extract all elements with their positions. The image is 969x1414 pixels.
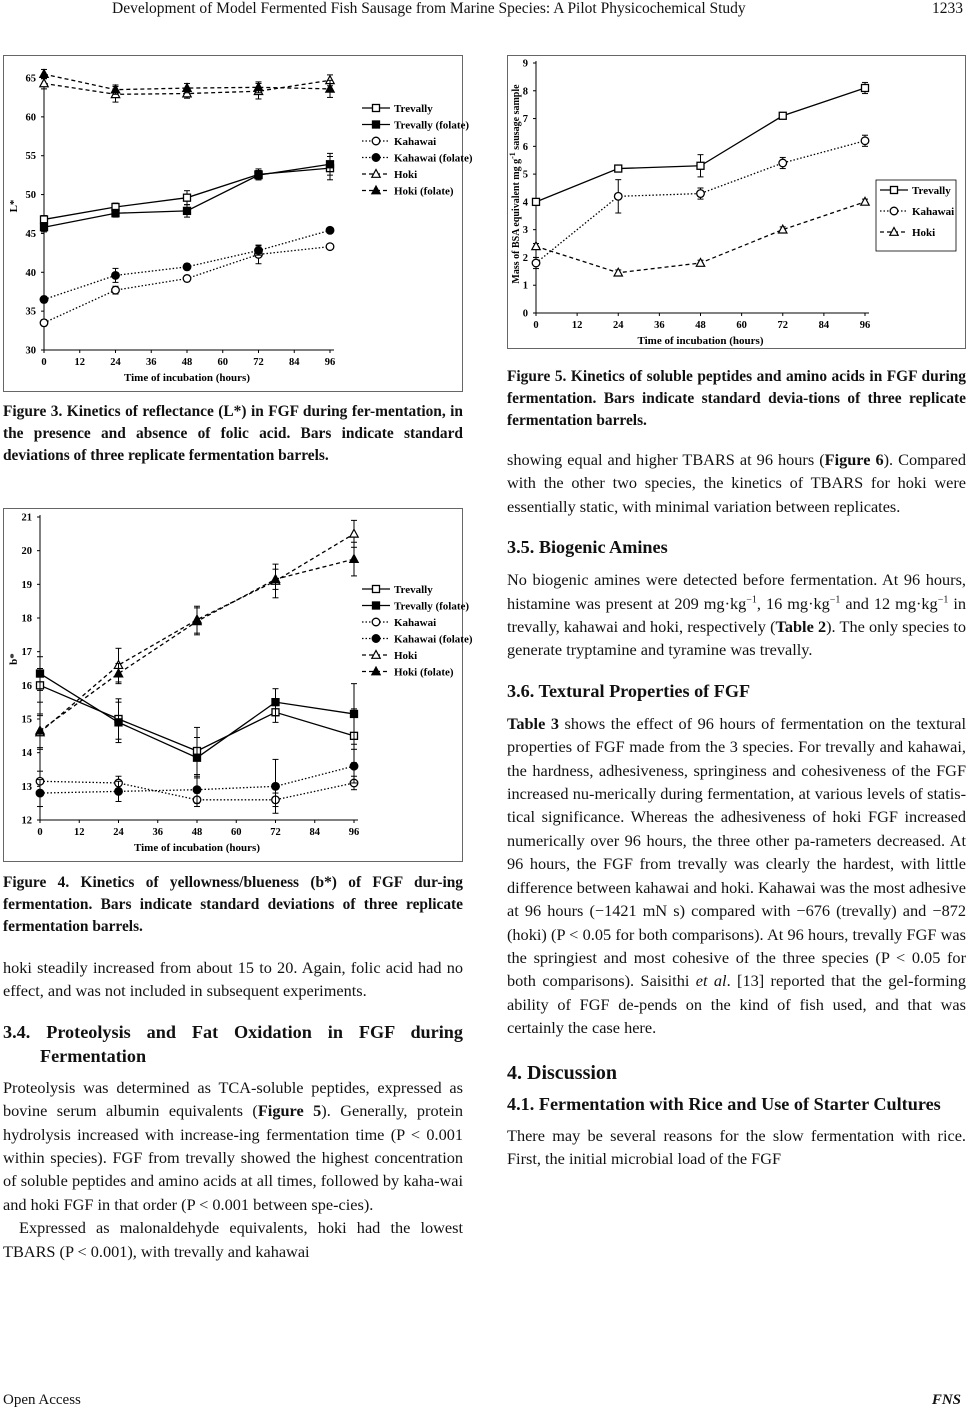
x-tick-label: 96	[348, 827, 360, 838]
data-point	[40, 70, 48, 78]
y-tick-label: 40	[25, 267, 36, 279]
x-tick-label: 96	[324, 357, 336, 368]
data-point	[40, 319, 48, 327]
y-tick-label: 18	[21, 613, 32, 625]
data-point	[779, 159, 787, 167]
x-tick-label: 72	[270, 827, 281, 838]
series-line	[44, 247, 330, 323]
figure-4-caption: Figure 4. Kinetics of yellowness/blueness (b*) of FGF dur-ing fermentation. Bars indicate standard deviations of three replicate fermentation barrels.	[3, 874, 463, 935]
legend-marker	[373, 586, 380, 593]
y-tick-label: 19	[21, 579, 32, 591]
legend-label: Trevally	[394, 584, 433, 596]
section-heading-3-5: 3.5. Biogenic Amines	[507, 537, 668, 558]
paragraph: There may be several reasons for the slow fermentation with rice. First, the initial microbial load of the FGF	[507, 1125, 966, 1168]
figure-5	[507, 55, 966, 349]
data-point	[184, 207, 191, 214]
legend-marker	[372, 618, 380, 626]
data-point	[779, 112, 786, 119]
y-tick-label: 9	[522, 58, 528, 70]
y-tick-label: 30	[25, 345, 36, 357]
data-point	[40, 296, 48, 304]
data-point	[183, 275, 191, 283]
figure-3-caption: Figure 3. Kinetics of reflectance (L*) in FGF during fer-mentation, in the presence and absence of folic acid. Bars indicate standard deviations of three replicate fermentation barrels.	[3, 403, 463, 464]
legend	[362, 103, 473, 198]
running-title: Development of Model Fermented Fish Sausage from Marine Species: A Pilot Physicochemical Study	[112, 0, 746, 17]
y-tick-label: 6	[522, 141, 528, 153]
legend-label: Hoki (folate)	[394, 185, 454, 198]
x-tick-label: 72	[253, 357, 264, 368]
x-tick-label: 24	[110, 357, 121, 368]
page-number: 1233	[932, 0, 963, 17]
data-point	[350, 762, 358, 770]
y-axis-label-part: Mass of BSA equivalent mg g	[511, 158, 522, 284]
data-point	[532, 259, 540, 267]
y-tick-label: 17	[21, 647, 32, 659]
y-tick-label: 60	[25, 112, 36, 124]
legend-marker	[372, 137, 380, 145]
x-tick-label: 84	[309, 827, 320, 838]
data-point	[615, 165, 622, 172]
data-point	[37, 670, 44, 677]
data-point	[255, 247, 263, 255]
x-tick-label: 84	[289, 357, 300, 368]
legend	[362, 584, 473, 679]
paragraph: Table 3 shows the effect of 96 hours of fermentation on the textural properties of FGF made from the 3 species. For trevally and kahawai, the hardness, adhesiveness, springiness and cohesiveness of the FGF increased nu-merically during fermentation, at various levels of statis-tical significance. Whereas the adhesiveness of hoki FGF increased numerically over 96 hours, the three other pa-rameters decreased. At 96 hours, the FGF from trevally was clearly the hardest, with little difference between kahawai and hoki. Kahawai was the most adhesive at 96 hours (−1421 mN s) compared with −676 (trevally) and −872 (hoki) (P < 0.05 for both comparisons). At 96 hours, trevally FGF was the springiest and most cohesive of the three species (P < 0.05 for both comparisons). Saisithi et al. [13] reported that the gel-forming ability of FGF de-pends on the kind of fish used, and that was certainly the case here.	[507, 713, 967, 1038]
x-axis-label: Time of incubation (hours)	[637, 335, 764, 347]
data-point	[112, 272, 120, 280]
x-tick-label: 12	[74, 357, 85, 368]
x-tick-label: 60	[231, 827, 242, 838]
data-point	[112, 210, 119, 217]
y-tick-label: 16	[21, 680, 32, 692]
series-line	[536, 88, 865, 202]
figure-ref-link[interactable]: Figure 6	[824, 450, 884, 469]
x-tick-label: 36	[152, 827, 163, 838]
data-point	[183, 263, 191, 271]
x-tick-label: 96	[859, 320, 871, 331]
legend-marker	[891, 187, 898, 194]
data-point	[696, 259, 704, 267]
data-point	[255, 172, 262, 179]
paragraph: No biogenic amines were detected before fermentation. At 96 hours, histamine was present at 209 $mg\cdot kg^{-1}$, 16 $mg\cdot kg^{-1}$ and 12 $mg\cdot kg^{-1}$ in trevally, kahawai and hoki, respectively (Table 2). The only species to generate tryptamine and tyramine was trevally.	[507, 570, 967, 660]
y-tick-label: 0	[522, 308, 528, 320]
y-tick-label: 13	[21, 781, 32, 793]
data-point	[193, 786, 201, 794]
figure-3-chart	[4, 56, 473, 391]
table-ref-link[interactable]: Table 3	[507, 713, 559, 733]
legend-label: Trevally (folate)	[394, 600, 470, 613]
y-tick-label: 65	[25, 73, 36, 85]
y-tick-label: 4	[522, 197, 528, 209]
data-point	[350, 555, 358, 563]
data-point	[697, 190, 705, 198]
legend-marker	[890, 207, 898, 215]
data-point	[114, 669, 122, 677]
paragraph: showing equal and higher TBARS at 96 hours (Figure 6). Compared with the other two species, the kinetics of TBARS for hoki were essentially static, with minimal variation between replicates.	[507, 450, 966, 516]
footer-journal: FNS	[931, 1392, 961, 1408]
figure-4	[3, 508, 473, 862]
legend-label: Kahawai (folate)	[394, 633, 473, 646]
x-tick-label: 36	[654, 320, 665, 331]
x-tick-label: 72	[777, 320, 788, 331]
x-axis-label: Time of incubation (hours)	[123, 372, 251, 384]
legend-marker	[372, 635, 380, 643]
legend-marker	[372, 154, 380, 162]
series-kahawai	[40, 243, 334, 327]
y-tick-label: 15	[21, 714, 32, 726]
y-axis-label-sup: -1	[508, 152, 517, 159]
series-trevally-folate	[37, 657, 358, 778]
x-tick-label: 84	[818, 320, 830, 331]
data-point	[272, 699, 279, 706]
paragraph: Expressed as malonaldehyde equivalents, hoki had the lowest TBARS (P < 0.001), with trevally and kahawai	[3, 1218, 463, 1261]
legend-marker	[373, 105, 380, 112]
right-column-text	[507, 448, 966, 1170]
y-axis-label-part: sausage sample	[511, 84, 522, 153]
data-point	[41, 216, 48, 223]
x-tick-label: 24	[113, 827, 124, 838]
y-axis-label: L*	[8, 199, 20, 213]
legend-label: Hoki (folate)	[394, 666, 454, 679]
x-tick-label: 24	[613, 320, 624, 331]
section-heading-4-1: 4.1. Fermentation with Rice and Use of Starter Cultures	[507, 1093, 941, 1114]
table-ref-link[interactable]: Table 2	[775, 617, 827, 637]
left-column-text	[3, 956, 463, 1263]
footer-open-access: Open Access	[3, 1392, 81, 1408]
data-point	[614, 193, 622, 201]
data-point	[861, 197, 869, 205]
x-tick-label: 48	[191, 827, 203, 838]
data-point	[36, 789, 44, 797]
x-axis-label: Time of incubation (hours)	[133, 842, 261, 854]
y-axis-label: b*	[8, 653, 20, 665]
figure-3	[3, 55, 473, 392]
data-point	[351, 710, 358, 717]
data-point	[862, 85, 869, 92]
y-tick-label: 35	[25, 306, 36, 318]
y-tick-label: 12	[21, 815, 32, 827]
y-tick-label: 7	[522, 114, 528, 126]
x-tick-label: 0	[533, 320, 539, 331]
legend-label: Trevally	[912, 185, 951, 197]
figure-5-caption: Figure 5. Kinetics of soluble peptides and amino acids in FGF during fermentation. Bars indicate standard devia-tions of three replicate fermentation barrels.	[507, 368, 966, 429]
figure-4-chart	[4, 509, 473, 861]
legend-label: Hoki	[912, 227, 936, 239]
y-tick-label: 20	[21, 546, 32, 558]
data-point	[272, 783, 280, 791]
legend-marker	[373, 121, 380, 128]
x-tick-label: 12	[571, 320, 583, 331]
data-point	[194, 754, 201, 761]
legend-label: Kahawai (folate)	[394, 152, 473, 165]
y-tick-label: 8	[522, 86, 528, 98]
data-point	[40, 79, 48, 87]
data-point	[326, 227, 334, 235]
data-point	[350, 529, 358, 537]
x-tick-label: 48	[695, 320, 706, 331]
series-hoki	[532, 197, 869, 276]
x-tick-label: 60	[217, 357, 228, 368]
series-trevally	[533, 82, 869, 205]
legend-marker	[373, 602, 380, 609]
paragraph: hoki steadily increased from about 15 to 20. Again, folic acid had no effect, and was not included in subsequent experiments.	[3, 958, 463, 1001]
y-tick-label: 14	[21, 748, 32, 760]
x-tick-label: 0	[37, 827, 43, 838]
x-tick-label: 60	[736, 320, 747, 331]
series-kahawai-folate	[40, 227, 334, 304]
data-point	[115, 719, 122, 726]
data-point	[326, 243, 334, 251]
figure-ref-link[interactable]: Figure 5	[257, 1101, 322, 1121]
data-point	[614, 268, 622, 276]
data-point	[861, 137, 869, 145]
data-point	[184, 194, 191, 201]
y-tick-label: 2	[522, 252, 528, 264]
data-point	[115, 788, 123, 796]
section-heading-4: 4. Discussion	[507, 1061, 618, 1084]
y-tick-label: 55	[25, 151, 36, 163]
paragraph: Proteolysis was determined as TCA-soluble peptides, expressed as bovine serum albumin equivalents (Figure 5). Generally, protein hydrolysis increased with increase-ing fermentation time (P < 0.001 within species). FGF from trevally showed the highest concentration of soluble peptides and amino acids at all times, followed by kaha-wai and hoki FGF in that order (P < 0.001 between spe-cies).	[3, 1077, 463, 1214]
x-tick-label: 12	[74, 827, 85, 838]
legend-label: Kahawai	[912, 206, 955, 218]
legend-label: Trevally (folate)	[394, 119, 470, 132]
figure-5-chart	[508, 56, 965, 348]
data-point	[112, 286, 120, 294]
legend-marker	[372, 170, 380, 178]
data-point	[41, 224, 48, 231]
series-hoki-folate	[40, 69, 334, 97]
legend-label: Hoki	[394, 650, 418, 662]
y-tick-label: 21	[21, 512, 32, 524]
y-axis-label	[508, 84, 522, 284]
data-point	[697, 162, 704, 169]
legend-label: Kahawai	[394, 136, 437, 148]
data-point	[327, 161, 334, 168]
legend	[876, 180, 956, 251]
x-tick-label: 48	[181, 357, 193, 368]
x-tick-label: 0	[41, 357, 47, 368]
y-tick-label: 45	[25, 228, 36, 240]
legend-label: Trevally	[394, 103, 433, 115]
data-point	[532, 242, 540, 250]
data-point	[533, 198, 540, 205]
y-tick-label: 5	[522, 169, 528, 181]
legend-label: Hoki	[394, 169, 418, 181]
x-tick-label: 36	[146, 357, 157, 368]
section-heading-3-4: 3.4. Proteolysis and Fat Oxidation in FGF during Fermentation	[3, 1021, 464, 1066]
page-header	[0, 0, 969, 24]
series-hoki-folate	[36, 542, 358, 747]
y-tick-label: 1	[522, 280, 528, 292]
y-tick-label: 3	[522, 225, 528, 237]
legend-label: Kahawai	[394, 617, 437, 629]
y-tick-label: 50	[25, 190, 36, 202]
section-heading-3-6: 3.6. Textural Properties of FGF	[507, 680, 751, 701]
